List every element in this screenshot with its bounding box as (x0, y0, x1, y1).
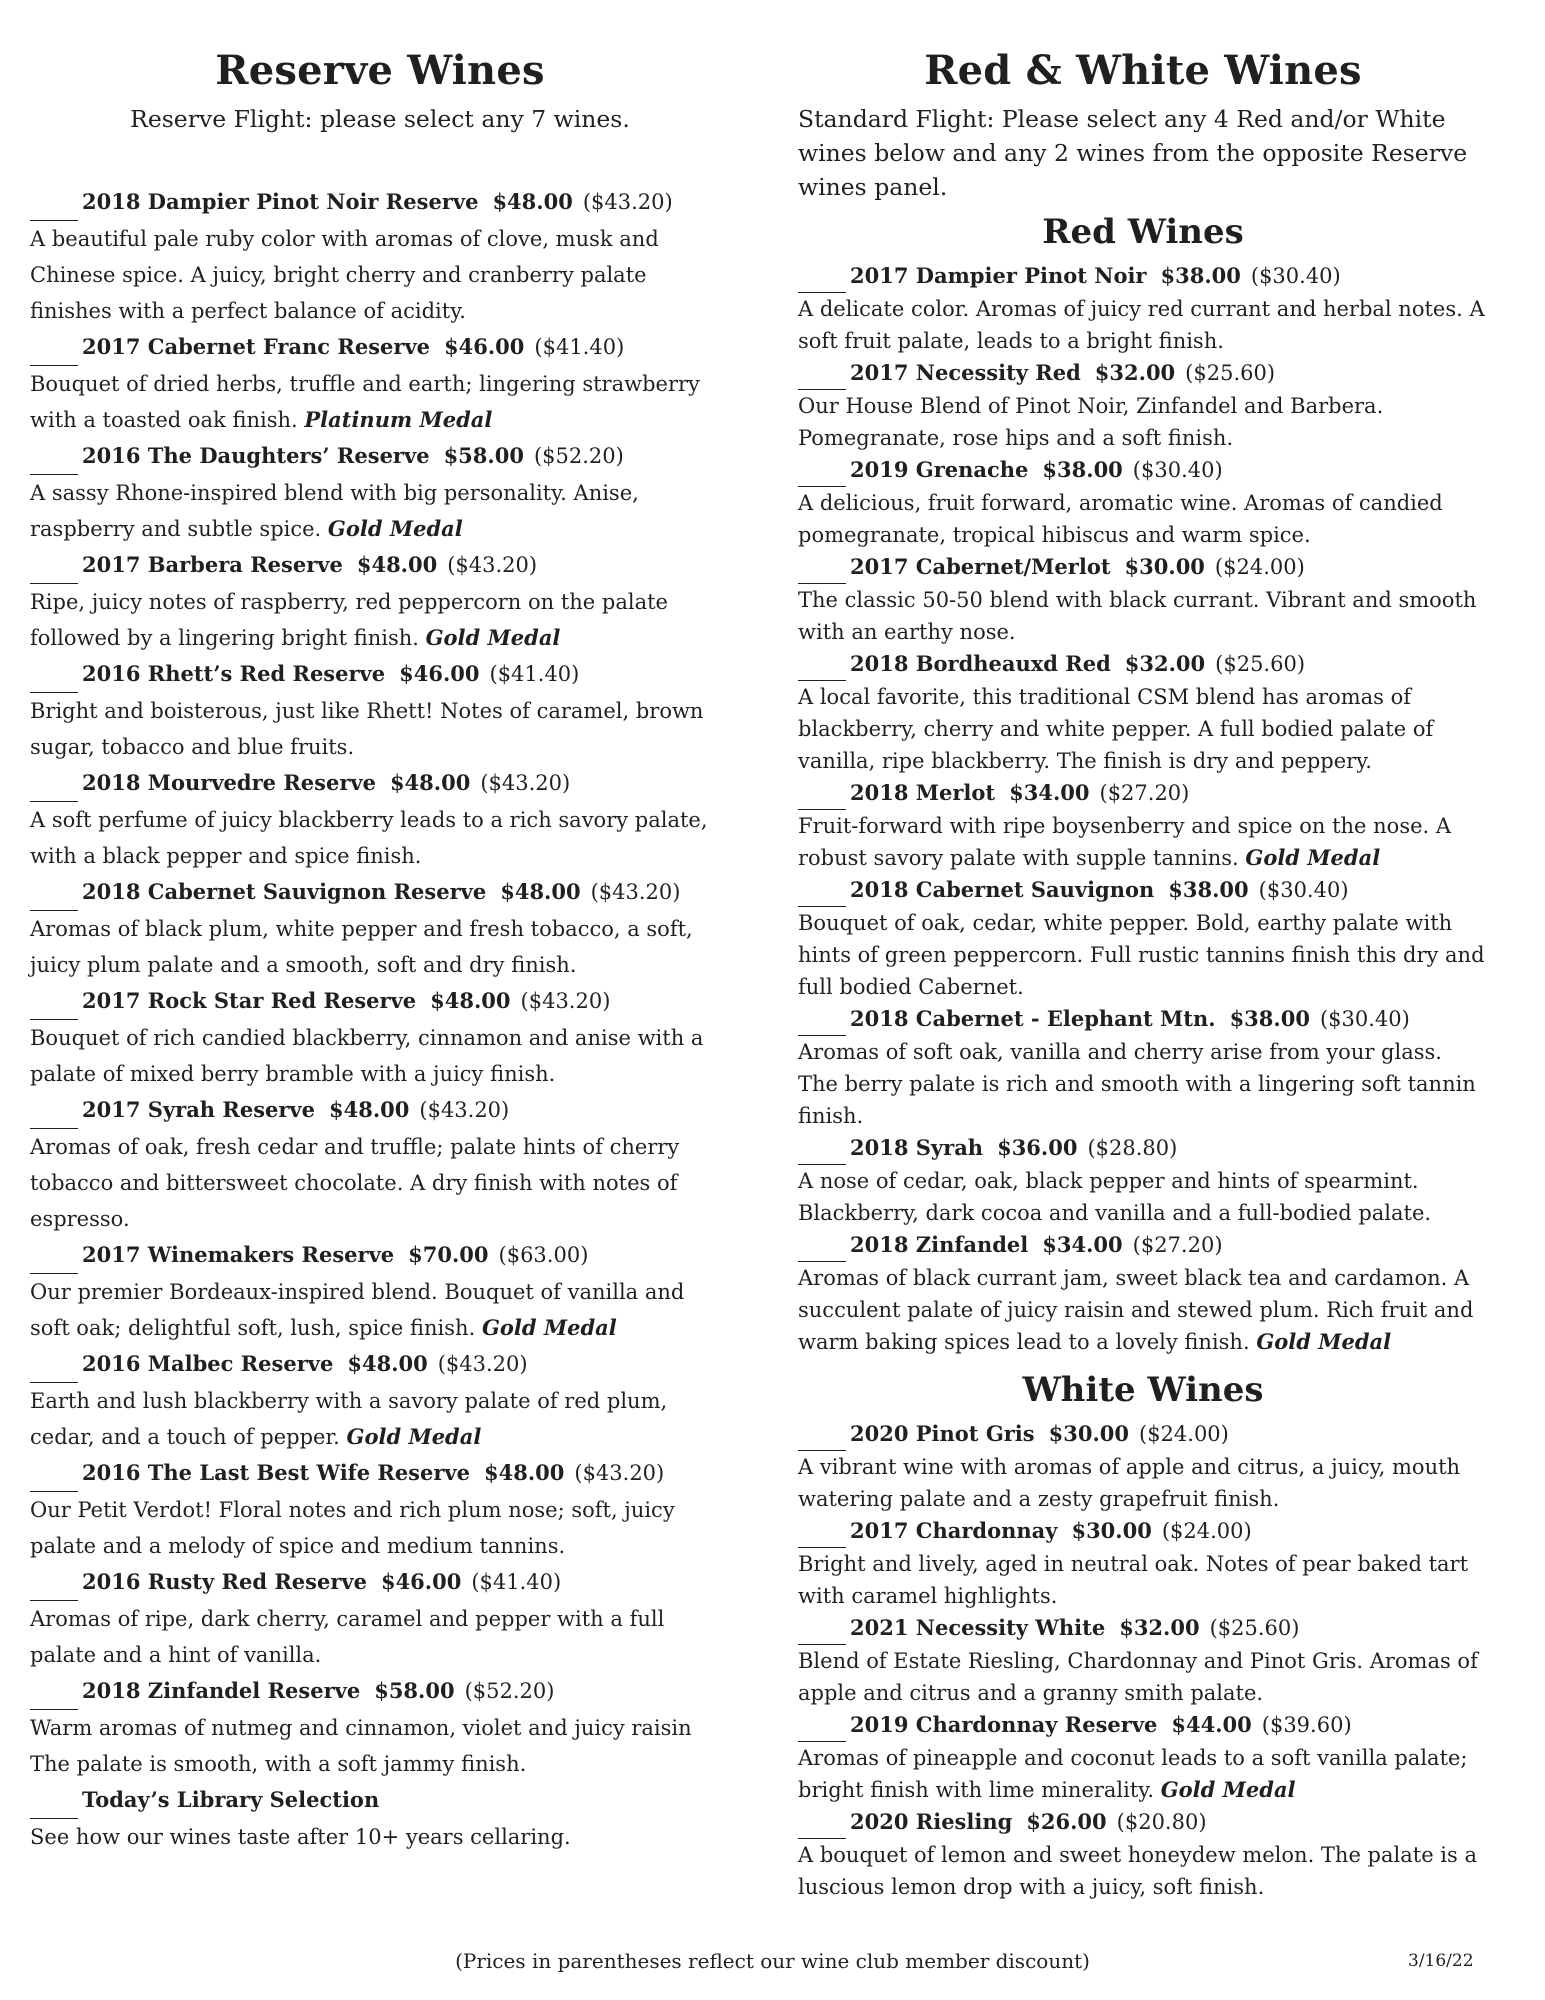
wine-header-line (30, 983, 730, 1020)
wine-entry (30, 983, 730, 1092)
member-price: ($43.20) (590, 880, 681, 904)
wine-name: 2018 Dampier Pinot Noir Reserve (82, 189, 479, 214)
wine-header-line (798, 357, 1488, 390)
wine-description (798, 1548, 1488, 1612)
wine-description (30, 1020, 730, 1092)
selection-blank[interactable] (30, 1092, 78, 1129)
wine-entry (798, 1003, 1488, 1132)
selection-blank[interactable] (798, 1418, 846, 1451)
wine-entry (798, 1612, 1488, 1709)
wine-price: $48.00 (492, 189, 573, 214)
wine-name: 2016 Rhett’s Red Reserve (82, 661, 386, 686)
reserve-wine-list (30, 184, 730, 1855)
wine-entry (798, 260, 1488, 357)
wine-description (798, 907, 1488, 1003)
wine-description-text: A sassy Rhone-inspired blend with big personality. Anise, raspberry and subtle spice. (30, 481, 639, 541)
wine-description (798, 390, 1488, 454)
selection-blank[interactable] (30, 1346, 78, 1383)
wine-description (30, 1129, 730, 1237)
wine-entry (798, 357, 1488, 454)
wine-header-line (798, 1709, 1488, 1742)
wine-name: 2018 Zinfandel (850, 1232, 1029, 1257)
wine-entry (798, 1418, 1488, 1515)
member-price: ($43.20) (447, 553, 538, 577)
selection-blank[interactable] (798, 1132, 846, 1165)
wine-price: $46.00 (399, 661, 480, 686)
medal-award: Gold Medal (425, 625, 561, 650)
selection-blank[interactable] (798, 777, 846, 810)
wine-description (798, 584, 1488, 648)
wine-description-text: A beautiful pale ruby color with aromas of clove, musk and Chinese spice. A juicy, bright cherry and cranberry palate finishes with a perfect balance of acidity. (30, 227, 659, 323)
wine-entry (30, 765, 730, 874)
member-price: ($30.40) (1258, 878, 1349, 902)
wine-name: 2020 Riesling (850, 1809, 1013, 1834)
white-wines-heading: White Wines (1022, 1370, 1264, 1410)
wine-description-text: Aromas of oak, fresh cedar and truffle; palate hints of cherry tobacco and bittersweet chocolate. A dry finish with notes of espresso. (30, 1135, 680, 1231)
member-price: ($25.60) (1209, 1616, 1300, 1640)
wine-name: 2018 Zinfandel Reserve (82, 1678, 361, 1703)
member-price: ($24.00) (1214, 555, 1305, 579)
wine-entry (30, 1237, 730, 1346)
wine-name: 2016 The Daughters’ Reserve (82, 443, 430, 468)
wine-entry (798, 777, 1488, 874)
selection-blank[interactable] (798, 648, 846, 681)
wine-header-line (798, 777, 1488, 810)
wine-header-line (798, 1003, 1488, 1036)
member-price: ($43.20) (480, 771, 571, 795)
wine-description-text: Our premier Bordeaux-inspired blend. Bouquet of vanilla and soft oak; delightful soft, lush, spice finish. (30, 1280, 685, 1340)
wine-header-line (30, 1455, 730, 1492)
wine-price: $34.00 (1009, 780, 1090, 805)
wine-entry (30, 1346, 730, 1455)
selection-blank[interactable] (798, 454, 846, 487)
wine-description-text: Aromas of ripe, dark cherry, caramel and pepper with a full palate and a hint of vanilla. (30, 1607, 665, 1667)
wine-description (30, 366, 730, 438)
red-wine-list (798, 260, 1488, 1358)
wine-header-line (798, 1229, 1488, 1262)
wine-header-line (30, 1564, 730, 1601)
wine-description-text: A bouquet of lemon and sweet honeydew melon. The palate is a luscious lemon drop with a juicy, soft finish. (798, 1843, 1477, 1899)
wine-price: $48.00 (356, 552, 438, 577)
wine-price: $30.00 (1124, 554, 1205, 579)
member-price: ($20.80) (1116, 1810, 1207, 1834)
wine-name: 2021 Necessity White (850, 1615, 1106, 1640)
member-price: ($24.00) (1139, 1422, 1229, 1446)
wine-price: $34.00 (1042, 1232, 1123, 1257)
wine-price: $58.00 (443, 443, 524, 468)
wine-name: 2017 Syrah Reserve (82, 1097, 315, 1122)
wine-description (30, 584, 730, 656)
wine-entry (798, 1806, 1488, 1903)
reserve-column (30, 40, 730, 1855)
wine-name: Today’s Library Selection (82, 1787, 380, 1812)
member-price: ($41.40) (471, 1570, 562, 1594)
wine-price: $48.00 (484, 1460, 565, 1485)
wine-name: 2017 Barbera Reserve (82, 552, 343, 577)
wine-entry (798, 1515, 1488, 1612)
wine-price: $46.00 (444, 334, 525, 359)
wine-name: 2018 Cabernet Sauvignon Reserve (82, 879, 487, 904)
wine-entry (798, 1709, 1488, 1806)
wine-entry (30, 1782, 730, 1855)
wine-description (30, 475, 730, 547)
member-price: ($25.60) (1215, 652, 1306, 676)
wine-entry (30, 1673, 730, 1782)
wine-name: 2017 Winemakers Reserve (82, 1242, 395, 1267)
wine-description (798, 1165, 1488, 1229)
wine-description-text: Ripe, juicy notes of raspberry, red peppercorn on the palate followed by a lingering bright finish. (30, 590, 668, 650)
wine-price: $46.00 (380, 1569, 462, 1594)
wine-description-text: A vibrant wine with aromas of apple and citrus, a juicy, mouth watering palate and a zesty grapefruit finish. (798, 1455, 1461, 1511)
selection-blank[interactable] (798, 357, 846, 390)
wine-description-text: Bright and lively, aged in neutral oak. Notes of pear baked tart with caramel highlights. (798, 1552, 1469, 1608)
wine-name: 2017 Cabernet/Merlot (850, 554, 1111, 579)
wine-price: $44.00 (1171, 1712, 1252, 1737)
medal-award: Gold Medal (1245, 845, 1381, 870)
wine-price: $48.00 (389, 770, 471, 795)
wine-description (30, 1274, 730, 1346)
selection-blank[interactable] (30, 656, 78, 693)
wine-entry (30, 1455, 730, 1564)
wine-description (798, 810, 1488, 874)
wine-description-text: A nose of cedar, oak, black pepper and hints of spearmint. Blackberry, dark cocoa and vanilla and a full-bodied palate. (798, 1169, 1432, 1225)
wine-description-text: Bouquet of dried herbs, truffle and earth; lingering strawberry with a toasted oak finish. (30, 372, 700, 432)
red-wines-heading: Red Wines (1042, 212, 1244, 252)
selection-blank[interactable] (798, 1806, 846, 1839)
wine-entry (798, 551, 1488, 648)
wine-entry (798, 1132, 1488, 1229)
wine-name: 2017 Rock Star Red Reserve (82, 988, 417, 1013)
wine-description (30, 911, 730, 983)
wine-price: $32.00 (1094, 360, 1176, 385)
selection-blank[interactable] (798, 1612, 846, 1645)
wine-name: 2017 Cabernet Franc Reserve (82, 334, 431, 359)
wine-description (798, 1262, 1488, 1358)
member-price: ($43.20) (437, 1352, 528, 1376)
wine-description (30, 1819, 730, 1855)
wine-entry (30, 329, 730, 438)
wine-header-line (30, 1782, 730, 1819)
selection-blank[interactable] (798, 551, 846, 584)
wine-price: $48.00 (329, 1097, 410, 1122)
wine-name: 2017 Chardonnay (850, 1518, 1058, 1543)
wine-description-text: Bouquet of rich candied blackberry, cinnamon and anise with a palate of mixed berry bramble with a juicy finish. (30, 1026, 704, 1086)
member-price: ($30.40) (1132, 458, 1223, 482)
wine-description (798, 1742, 1488, 1806)
wine-price: $32.00 (1124, 651, 1206, 676)
selection-blank[interactable] (30, 874, 78, 911)
member-price: ($27.20) (1099, 781, 1190, 805)
wine-description-text: Warm aromas of nutmeg and cinnamon, violet and juicy raisin The palate is smooth, with a soft jammy finish. (30, 1716, 692, 1776)
wine-header-line (30, 1346, 730, 1383)
wine-name: 2018 Syrah (850, 1135, 984, 1160)
standard-subtitle: Standard Flight: Please select any 4 Red and/or White wines below and any 2 wines from the opposite Reserve wines panel. (798, 105, 1468, 201)
wine-entry (798, 454, 1488, 551)
member-price: ($41.40) (489, 662, 580, 686)
wine-entry (30, 184, 730, 329)
wine-name: 2016 Rusty Red Reserve (82, 1569, 367, 1594)
wine-header-line (798, 1418, 1488, 1451)
member-price: ($30.40) (1250, 264, 1341, 288)
wine-name: 2018 Cabernet Sauvignon (850, 877, 1155, 902)
wine-price: $48.00 (500, 879, 581, 904)
wine-description (30, 1601, 730, 1673)
wine-header-line (30, 765, 730, 802)
member-price: ($43.20) (520, 989, 611, 1013)
medal-award: Gold Medal (481, 1315, 617, 1340)
wine-price: $38.00 (1160, 263, 1241, 288)
wine-header-line (30, 1237, 730, 1274)
print-date: 3/16/22 (1408, 1951, 1474, 1971)
wine-price: $58.00 (374, 1678, 455, 1703)
wine-header-line (30, 438, 730, 475)
wine-description (798, 487, 1488, 551)
wine-price: $36.00 (997, 1135, 1078, 1160)
white-wine-list (798, 1418, 1488, 1903)
wine-header-line (30, 656, 730, 693)
wine-header-line (30, 874, 730, 911)
wine-description (30, 221, 730, 329)
wine-entry (30, 438, 730, 547)
selection-blank[interactable] (30, 1564, 78, 1601)
member-price: ($52.20) (533, 444, 624, 468)
selection-blank[interactable] (30, 184, 78, 221)
member-price: ($30.40) (1319, 1007, 1410, 1031)
medal-award: Gold Medal (327, 516, 463, 541)
selection-blank[interactable] (798, 260, 846, 293)
wine-description (798, 1451, 1488, 1515)
wine-description (30, 1492, 730, 1564)
wine-description-text: A delicious, fruit forward, aromatic wine. Aromas of candied pomegranate, tropical hibiscus and warm spice. (798, 491, 1443, 547)
wine-price: $70.00 (408, 1242, 489, 1267)
reserve-title: Reserve Wines (215, 47, 545, 94)
wine-description (30, 802, 730, 874)
standard-title: Red & White Wines (924, 47, 1362, 94)
selection-blank[interactable] (30, 1455, 78, 1492)
wine-description (30, 1710, 730, 1782)
selection-blank[interactable] (30, 1237, 78, 1274)
wine-description (798, 1839, 1488, 1903)
member-price: ($25.60) (1185, 361, 1276, 385)
wine-header-line (798, 648, 1488, 681)
wine-name: 2016 The Last Best Wife Reserve (82, 1460, 470, 1485)
member-price: ($39.60) (1261, 1713, 1352, 1737)
selection-blank[interactable] (30, 329, 78, 366)
wine-entry (30, 874, 730, 983)
wine-description-text: A soft perfume of juicy blackberry leads to a rich savory palate, with a black pepper and spice finish. (30, 808, 708, 868)
member-price: ($43.20) (574, 1461, 665, 1485)
wine-entry (798, 874, 1488, 1003)
wine-name: 2020 Pinot Gris (850, 1421, 1035, 1446)
wine-price: $48.00 (347, 1351, 428, 1376)
selection-blank[interactable] (798, 1515, 846, 1548)
wine-header-line (798, 1132, 1488, 1165)
wine-description (798, 293, 1488, 357)
wine-header-line (798, 551, 1488, 584)
wine-name: 2018 Merlot (850, 780, 996, 805)
wine-name: 2017 Necessity Red (850, 360, 1081, 385)
wine-name: 2016 Malbec Reserve (82, 1351, 334, 1376)
wine-name: 2018 Mourvedre Reserve (82, 770, 376, 795)
wine-description (30, 693, 730, 765)
wine-price: $32.00 (1119, 1615, 1200, 1640)
wine-description-text: Aromas of soft oak, vanilla and cherry arise from your glass. The berry palate is rich and smooth with a lingering soft tannin finish. (798, 1040, 1476, 1128)
wine-header-line (798, 1515, 1488, 1548)
wine-price: $30.00 (1071, 1518, 1152, 1543)
selection-blank[interactable] (30, 983, 78, 1020)
wine-header-line (30, 1673, 730, 1710)
medal-award: Gold Medal (346, 1424, 482, 1449)
standard-column (798, 40, 1488, 1903)
wine-header-line (30, 547, 730, 584)
wine-name: 2017 Dampier Pinot Noir (850, 263, 1147, 288)
member-price: ($27.20) (1132, 1233, 1223, 1257)
wine-description-text: A local favorite, this traditional CSM blend has aromas of blackberry, cherry and white pepper. A full bodied palate of vanilla, ripe blackberry. The finish is dry and peppery. (798, 685, 1434, 773)
selection-blank[interactable] (30, 1782, 78, 1819)
wine-description-text: Our House Blend of Pinot Noir, Zinfandel and Barbera. Pomegranate, rose hips and a soft finish. (798, 394, 1384, 450)
selection-blank[interactable] (798, 874, 846, 907)
wine-header-line (798, 1612, 1488, 1645)
wine-entry (30, 547, 730, 656)
medal-award: Platinum Medal (304, 407, 493, 432)
wine-description (798, 681, 1488, 777)
wine-header-line (798, 874, 1488, 907)
wine-header-line (798, 260, 1488, 293)
wine-header-line (30, 1092, 730, 1129)
member-price: ($43.20) (582, 190, 673, 214)
wine-description-text: A delicate color. Aromas of juicy red currant and herbal notes. A soft fruit palate, leads to a bright finish. (798, 297, 1485, 353)
wine-header-line (30, 184, 730, 221)
wine-name: 2019 Chardonnay Reserve (850, 1712, 1158, 1737)
discount-note: (Prices in parentheses reflect our wine club member discount) (455, 1949, 1090, 1973)
selection-blank[interactable] (30, 1673, 78, 1710)
wine-entry (30, 1564, 730, 1673)
member-price: ($24.00) (1161, 1519, 1252, 1543)
wine-description-text: Aromas of black plum, white pepper and fresh tobacco, a soft, juicy plum palate and a smooth, soft and dry finish. (30, 917, 693, 977)
wine-header-line (30, 329, 730, 366)
wine-description (30, 1383, 730, 1455)
wine-description (798, 1645, 1488, 1709)
wine-name: 2018 Bordheauxd Red (850, 651, 1111, 676)
selection-blank[interactable] (30, 547, 78, 584)
wine-description-text: Bouquet of oak, cedar, white pepper. Bold, earthy palate with hints of green peppercorn. Full rustic tannins finish this dry and full bodied Cabernet. (798, 911, 1485, 999)
selection-blank[interactable] (798, 1229, 846, 1262)
selection-blank[interactable] (30, 438, 78, 475)
wine-header-line (798, 1806, 1488, 1839)
wine-price: $26.00 (1026, 1809, 1107, 1834)
medal-award: Gold Medal (1256, 1329, 1392, 1354)
member-price: ($41.40) (534, 335, 625, 359)
member-price: ($52.20) (464, 1679, 555, 1703)
wine-price: $30.00 (1048, 1421, 1129, 1446)
wine-header-line (798, 454, 1488, 487)
wine-description-text: Aromas of pineapple and coconut leads to a soft vanilla palate; bright finish with lime minerality. (798, 1746, 1468, 1802)
selection-blank[interactable] (798, 1709, 846, 1742)
wine-entry (798, 1229, 1488, 1358)
member-price: ($28.80) (1087, 1136, 1178, 1160)
wine-price: $38.00 (1168, 877, 1249, 902)
medal-award: Gold Medal (1160, 1777, 1296, 1802)
wine-name: 2018 Cabernet - Elephant Mtn. (850, 1006, 1216, 1031)
wine-description-text: Earth and lush blackberry with a savory palate of red plum, cedar, and a touch of pepper. (30, 1389, 668, 1449)
wine-name: 2019 Grenache (850, 457, 1029, 482)
selection-blank[interactable] (798, 1003, 846, 1036)
wine-price: $38.00 (1042, 457, 1123, 482)
wine-description-text: Aromas of black currant jam, sweet black tea and cardamon. A succulent palate of juicy raisin and stewed plum. Rich fruit and warm baking spices lead to a lovely finish. (798, 1266, 1474, 1354)
wine-price: $38.00 (1229, 1006, 1310, 1031)
wine-description-text: Bright and boisterous, just like Rhett! Notes of caramel, brown sugar, tobacco and blue fruits. (30, 699, 704, 759)
wine-price: $48.00 (430, 988, 511, 1013)
wine-description (798, 1036, 1488, 1132)
wine-entry (798, 648, 1488, 777)
reserve-subtitle: Reserve Flight: please select any 7 wines. (130, 105, 630, 133)
member-price: ($63.00) (498, 1243, 589, 1267)
selection-blank[interactable] (30, 765, 78, 802)
wine-description-text: Fruit-forward with ripe boysenberry and spice on the nose. A robust savory palate with supple tannins. (798, 814, 1452, 870)
wine-entry (30, 1092, 730, 1237)
wine-description-text: Blend of Estate Riesling, Chardonnay and Pinot Gris. Aromas of apple and citrus and a granny smith palate. (798, 1649, 1478, 1705)
wine-description-text: See how our wines taste after 10+ years cellaring. (30, 1825, 571, 1849)
wine-entry (30, 656, 730, 765)
wine-description-text: Our Petit Verdot! Floral notes and rich plum nose; soft, juicy palate and a melody of spice and medium tannins. (30, 1498, 675, 1558)
wine-description-text: The classic 50-50 blend with black currant. Vibrant and smooth with an earthy nose. (798, 588, 1477, 644)
member-price: ($43.20) (419, 1098, 510, 1122)
